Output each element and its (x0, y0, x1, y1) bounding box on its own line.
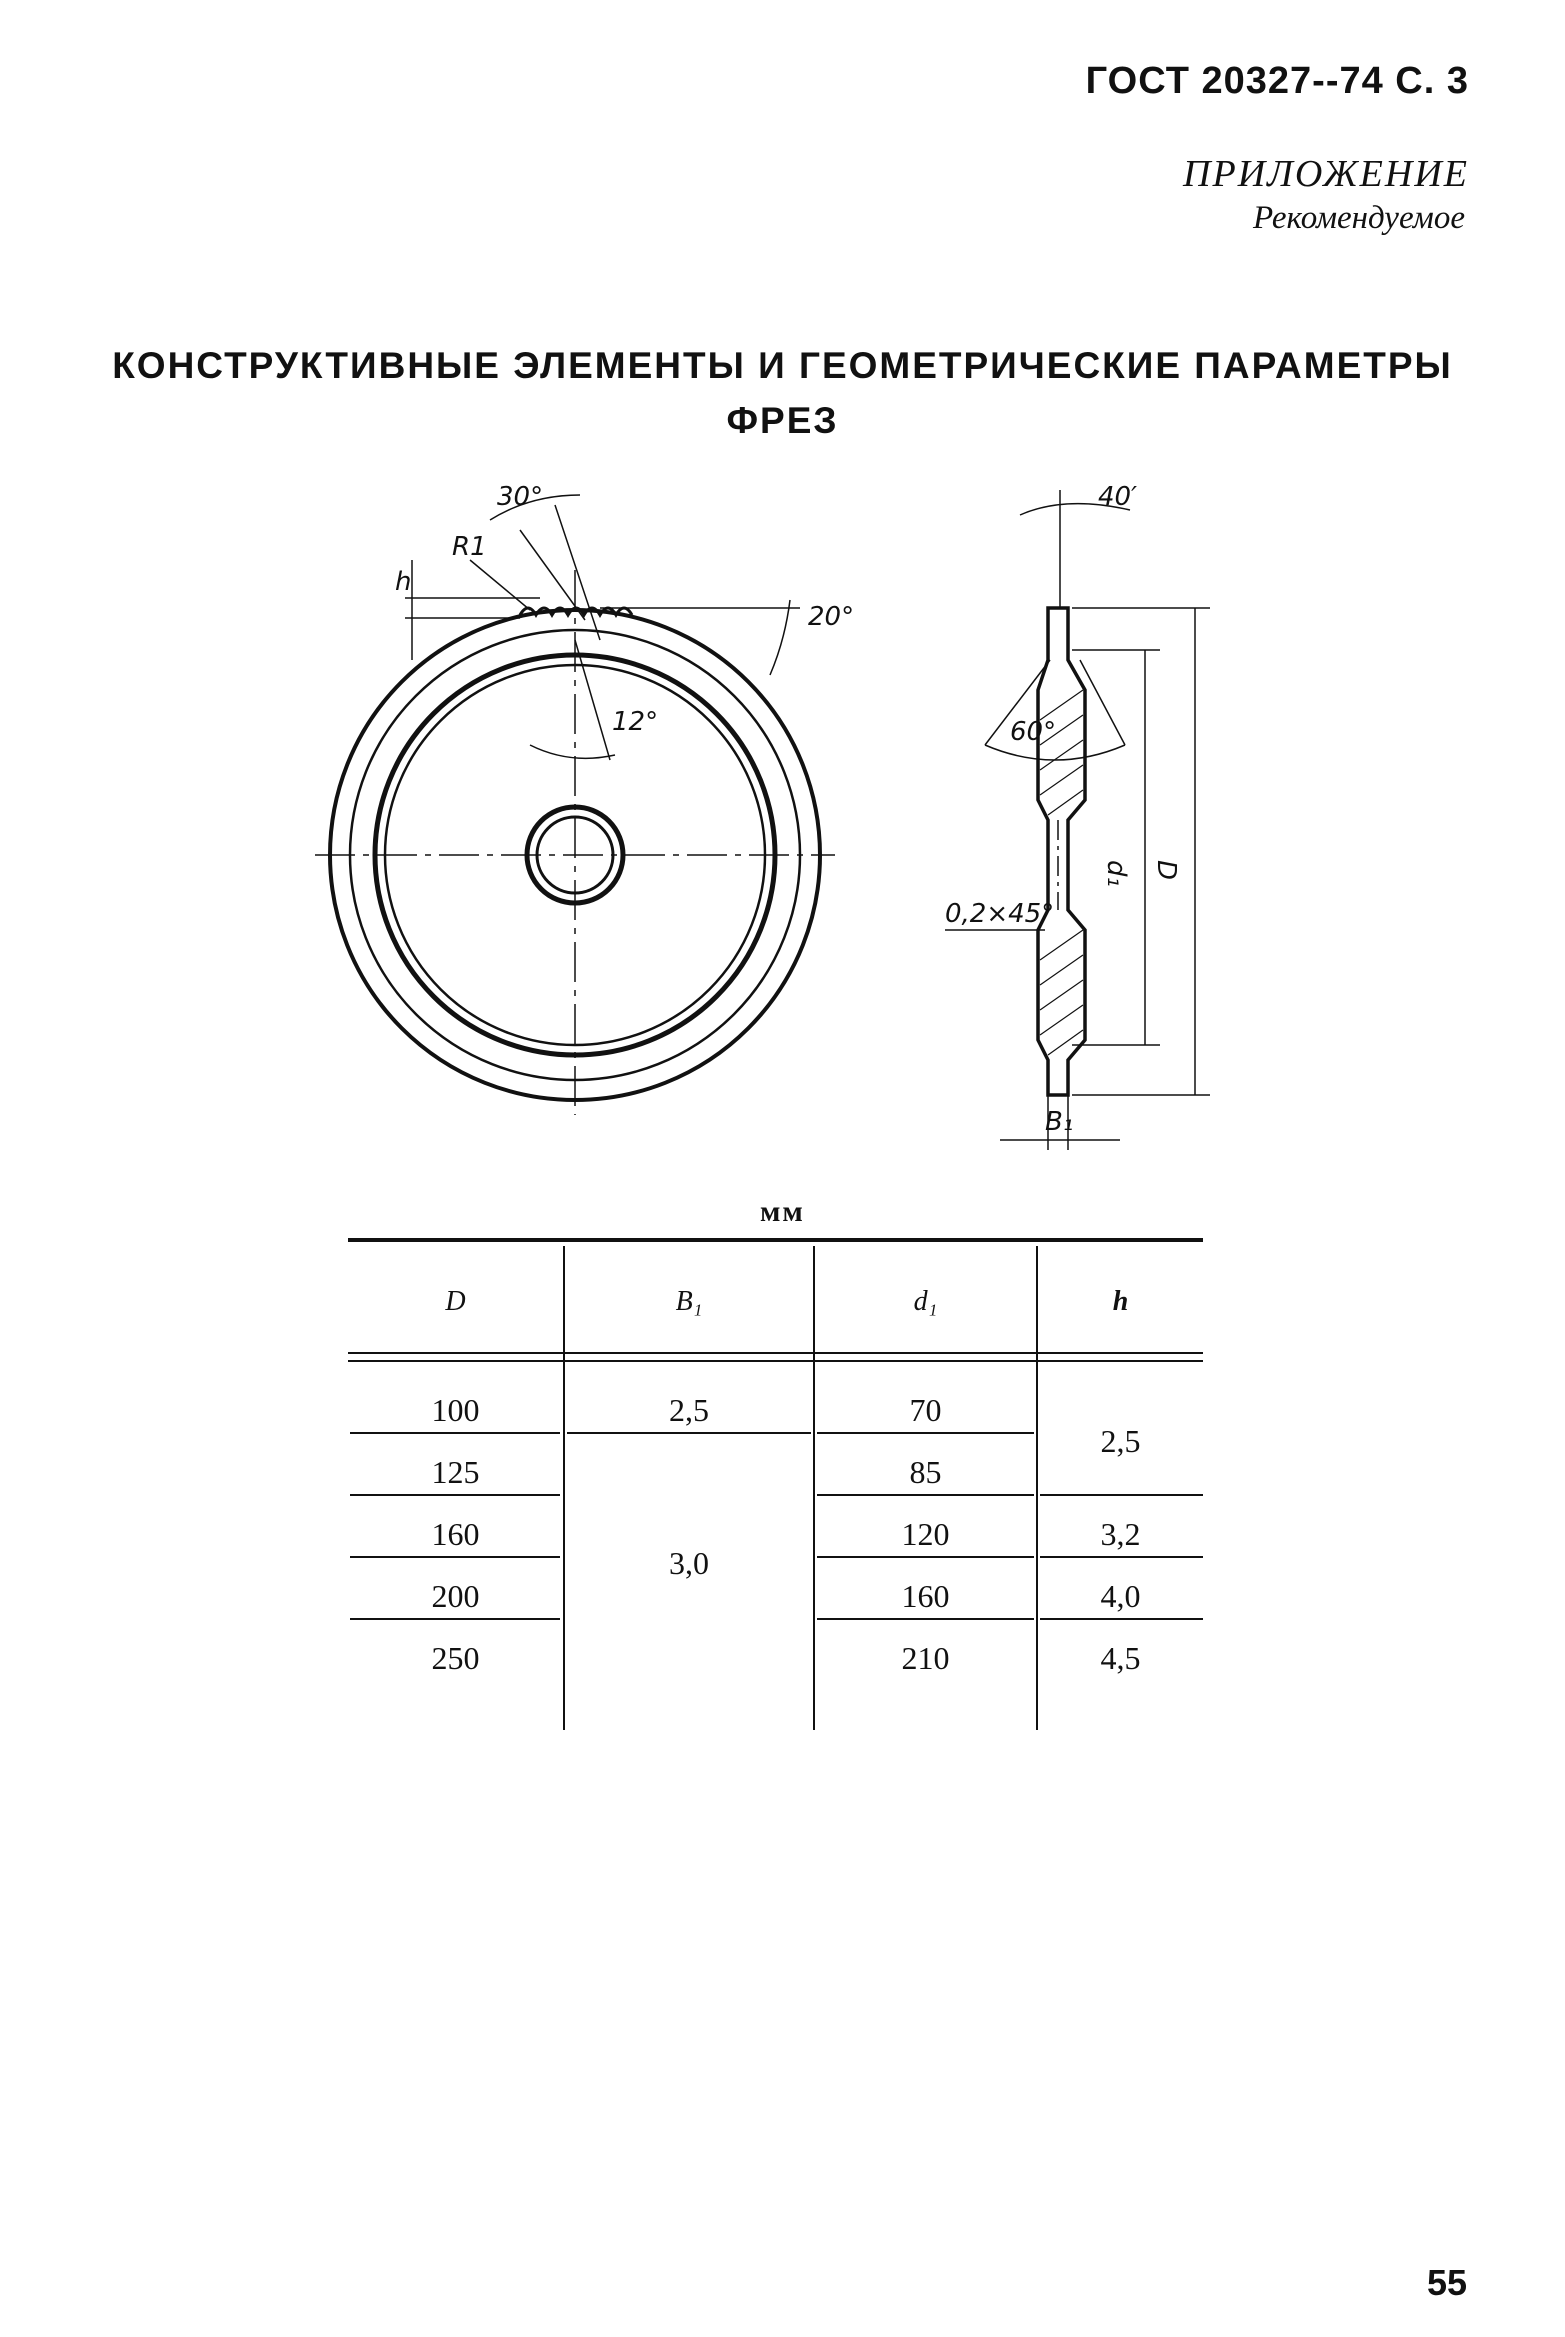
angle-30-label: 30° (497, 482, 544, 512)
cell-h-0: 2,5 (1100, 1423, 1141, 1459)
r1-leader (470, 560, 530, 610)
angle20-arc (770, 600, 790, 675)
cell-d1-4: 210 (901, 1640, 950, 1676)
B1-label: B₁ (1045, 1107, 1074, 1137)
appendix-label: ПРИЛОЖЕНИЕ (1183, 153, 1469, 195)
header-h: h (1112, 1286, 1129, 1317)
cell-h-3: 4,5 (1100, 1640, 1141, 1676)
header-d1: d₁ (913, 1286, 938, 1317)
header-D: D (445, 1286, 466, 1317)
angle-60-label: 60° (1010, 717, 1057, 747)
radius-label: R1 (452, 532, 487, 562)
side-profile (1038, 608, 1085, 1095)
chamfer-label: 0,2×45° (945, 899, 1055, 929)
header-B1: B₁ (675, 1286, 703, 1317)
cell-d1-1: 85 (909, 1454, 942, 1490)
cell-d1-3: 160 (901, 1578, 950, 1614)
cell-d1-0: 70 (909, 1392, 942, 1428)
d1-label: d₁ (1101, 860, 1131, 887)
standard-code: ГОСТ 20327--74 С. 3 (1085, 60, 1469, 102)
page-number: 55 (1426, 2262, 1467, 2303)
cell-D-1: 125 (431, 1454, 480, 1490)
angle12-arc (530, 745, 615, 758)
angle-12-label: 12° (612, 707, 659, 737)
cell-B1-1: 3,0 (669, 1545, 709, 1581)
page-title-line1: КОНСТРУКТИВНЫЕ ЭЛЕМЕНТЫ И ГЕОМЕТРИЧЕСКИЕ ПАРАМЕТРЫ (112, 345, 1453, 386)
front-view (315, 495, 835, 1115)
h-dimension-label: h (395, 567, 412, 597)
cell-D-2: 160 (431, 1516, 480, 1552)
page-title-line2: ФРЕЗ (726, 400, 839, 441)
cell-h-2: 4,0 (1100, 1578, 1141, 1614)
table-unit: мм (760, 1195, 805, 1228)
appendix-status: Рекомендуемое (1252, 200, 1465, 236)
cell-D-0: 100 (431, 1392, 480, 1428)
angle-40-label: 40′ (1098, 482, 1137, 512)
D-label: D (1151, 860, 1181, 881)
side-view (945, 490, 1210, 1150)
cell-B1-0: 2,5 (669, 1392, 709, 1428)
angle30-line-b (555, 505, 600, 640)
angle60-arc (985, 745, 1125, 760)
cell-D-4: 250 (431, 1640, 480, 1676)
cell-D-3: 200 (431, 1578, 480, 1614)
cell-h-1: 3,2 (1100, 1516, 1141, 1552)
cell-d1-2: 120 (901, 1516, 950, 1552)
angle-20-label: 20° (808, 602, 855, 632)
